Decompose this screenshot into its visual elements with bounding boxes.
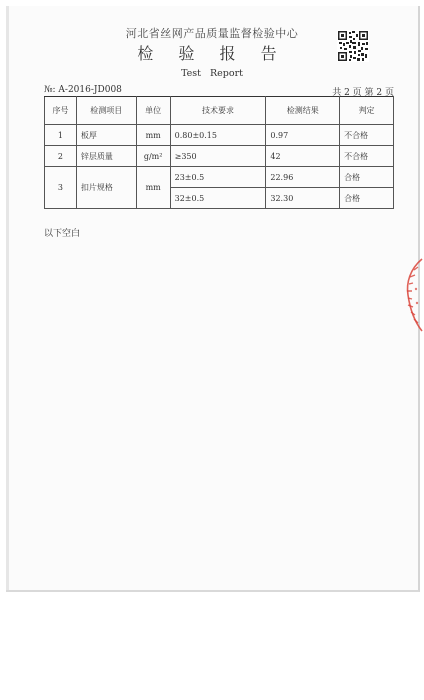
row-requirement: ≥350: [170, 146, 266, 167]
row-verdict: 合格: [340, 188, 394, 209]
row-result: 0.97: [266, 125, 340, 146]
table-header-row: [45, 97, 394, 125]
row-result: 22.96: [266, 167, 340, 188]
test-results-table: [44, 96, 394, 209]
table-row: [45, 125, 394, 146]
column-header-result: 检测结果: [266, 97, 340, 125]
organization-name: 河北省丝网产品质量监督检验中心: [125, 27, 299, 40]
row-no: 2: [45, 146, 77, 167]
row-verdict: 不合格: [340, 146, 394, 167]
row-requirement: 32±0.5: [170, 188, 266, 209]
table-row: [45, 146, 394, 167]
seal-stamp-icon: [396, 255, 424, 335]
row-item: 扣片规格: [76, 167, 136, 209]
table-row: [45, 167, 394, 188]
column-header-verdict: 判定: [340, 97, 394, 125]
report-title: 检 验 报 告: [137, 44, 287, 63]
qr-code-icon: [337, 30, 369, 62]
row-no: 1: [45, 125, 77, 146]
row-unit: mm: [136, 125, 170, 146]
row-result: 32.30: [266, 188, 340, 209]
blank-below-note: 以下空白: [44, 229, 81, 239]
row-requirement: 23±0.5: [170, 167, 266, 188]
column-header-no: 序号: [45, 97, 77, 125]
column-header-requirement: 技术要求: [170, 97, 266, 125]
row-requirement: 0.80±0.15: [170, 125, 266, 146]
row-result: 42: [266, 146, 340, 167]
page-info: 共 2 页 第 2 页: [332, 88, 394, 98]
report-subtitle: Test Report: [181, 68, 243, 79]
page-edge-shadow: [6, 6, 9, 590]
column-header-unit: 单位: [136, 97, 170, 125]
row-no: 3: [45, 167, 77, 209]
row-unit: mm: [136, 167, 170, 209]
row-verdict: 不合格: [340, 125, 394, 146]
column-header-item: 检测项目: [76, 97, 136, 125]
row-verdict: 合格: [340, 167, 394, 188]
row-item: 板厚: [76, 125, 136, 146]
row-unit: g/m²: [136, 146, 170, 167]
row-item: 锌层质量: [76, 146, 136, 167]
report-number: №: A-2016-JD008: [44, 85, 122, 95]
